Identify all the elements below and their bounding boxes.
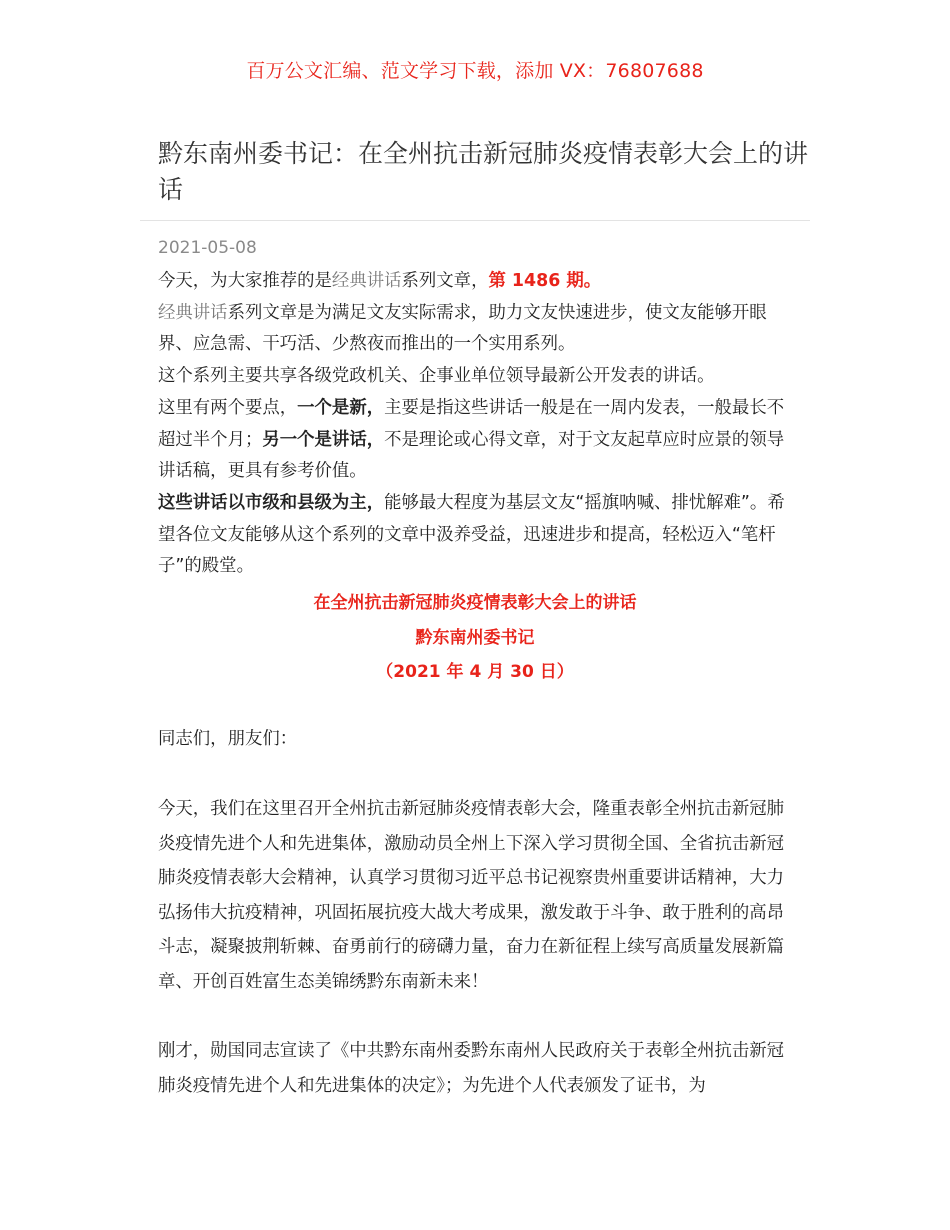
- intro-paragraph: [158, 266, 798, 298]
- intro-text: 今天，为大家推荐的是: [158, 271, 332, 291]
- speech-greeting: 同志们，朋友们：: [158, 729, 298, 749]
- intro-text: 这里有两个要点，: [158, 397, 298, 418]
- title-divider: [140, 220, 810, 221]
- series-name: 经典讲话: [331, 271, 402, 291]
- speech-date: （2021 年 4 月 30 日）: [376, 662, 574, 682]
- intro-paragraph: [158, 298, 798, 361]
- intro-paragraph: [158, 361, 798, 393]
- intro-paragraph: [158, 393, 798, 488]
- article-title: 黔东南州委书记：在全州抗击新冠肺炎疫情表彰大会上的讲话: [158, 139, 809, 204]
- intro-text: 系列文章是为满足文友实际需求，助力文友快速进步，使文友能够开眼界、应急需、干巧活、少熬夜而推出的一个实用系列。: [158, 302, 767, 355]
- key-point: 另一个是讲话，: [262, 429, 385, 450]
- intro-text: 系列文章，: [401, 271, 489, 291]
- speech-paragraph: 今天，我们在这里召开全州抗击新冠肺炎疫情表彰大会，隆重表彰全州抗击新冠肺炎疫情先进个人和先进集体，激励动员全州上下深入学习贯彻全国、全省抗击新冠肺炎疫情表彰大会精神，认真学习贯彻习近平总书记视察贵州重要讲话精神，大力弘扬伟大抗疫精神，巩固拓展抗疫大战大考成果，激发敢于斗争、敢于胜利的高昂斗志，凝聚披荆斩棘、奋勇前行的磅礴力量，奋力在新征程上续写高质量发展新篇章、开创百姓富生态美锦绣黔东南新未来！: [158, 799, 785, 992]
- key-point: 这些讲话以市级和县级为主，: [158, 492, 385, 513]
- intro-section: [158, 266, 798, 583]
- series-name: 经典讲话: [158, 302, 228, 323]
- speech-title: 在全州抗击新冠肺炎疫情表彰大会上的讲话: [313, 593, 637, 613]
- key-point: 一个是新，: [297, 397, 385, 418]
- article-date: 2021-05-08: [158, 238, 257, 258]
- intro-paragraph: [158, 488, 798, 583]
- speech-speaker: 黔东南州委书记: [415, 627, 535, 648]
- promo-banner: 百万公文汇编、范文学习下载，添加 VX：76807688: [246, 60, 704, 82]
- intro-text: 主要是指这些讲话一般是在一周内发表，一般最长不超过半个月；: [158, 397, 785, 450]
- intro-text: 这个系列主要共享各级党政机关、企事业单位领导最新公开发表的讲话。: [158, 366, 715, 387]
- issue-number: 第 1486 期。: [488, 271, 602, 291]
- speech-header: [0, 586, 950, 690]
- intro-text: 不是理论或心得文章，对于文友起草应时应景的领导讲话稿，更具有参考价值。: [158, 429, 785, 482]
- intro-text: 能够最大程度为基层文友“摇旗呐喊、排忧解难”。希望各位文友能够从这个系列的文章中汲养受益，迅速进步和提高，轻松迈入“笔杆子”的殿堂。: [158, 492, 785, 577]
- speech-paragraph: 刚才，勋国同志宣读了《中共黔东南州委黔东南州人民政府关于表彰全州抗击新冠肺炎疫情先进个人和先进集体的决定》；为先进个人代表颁发了证书，为: [158, 1041, 785, 1096]
